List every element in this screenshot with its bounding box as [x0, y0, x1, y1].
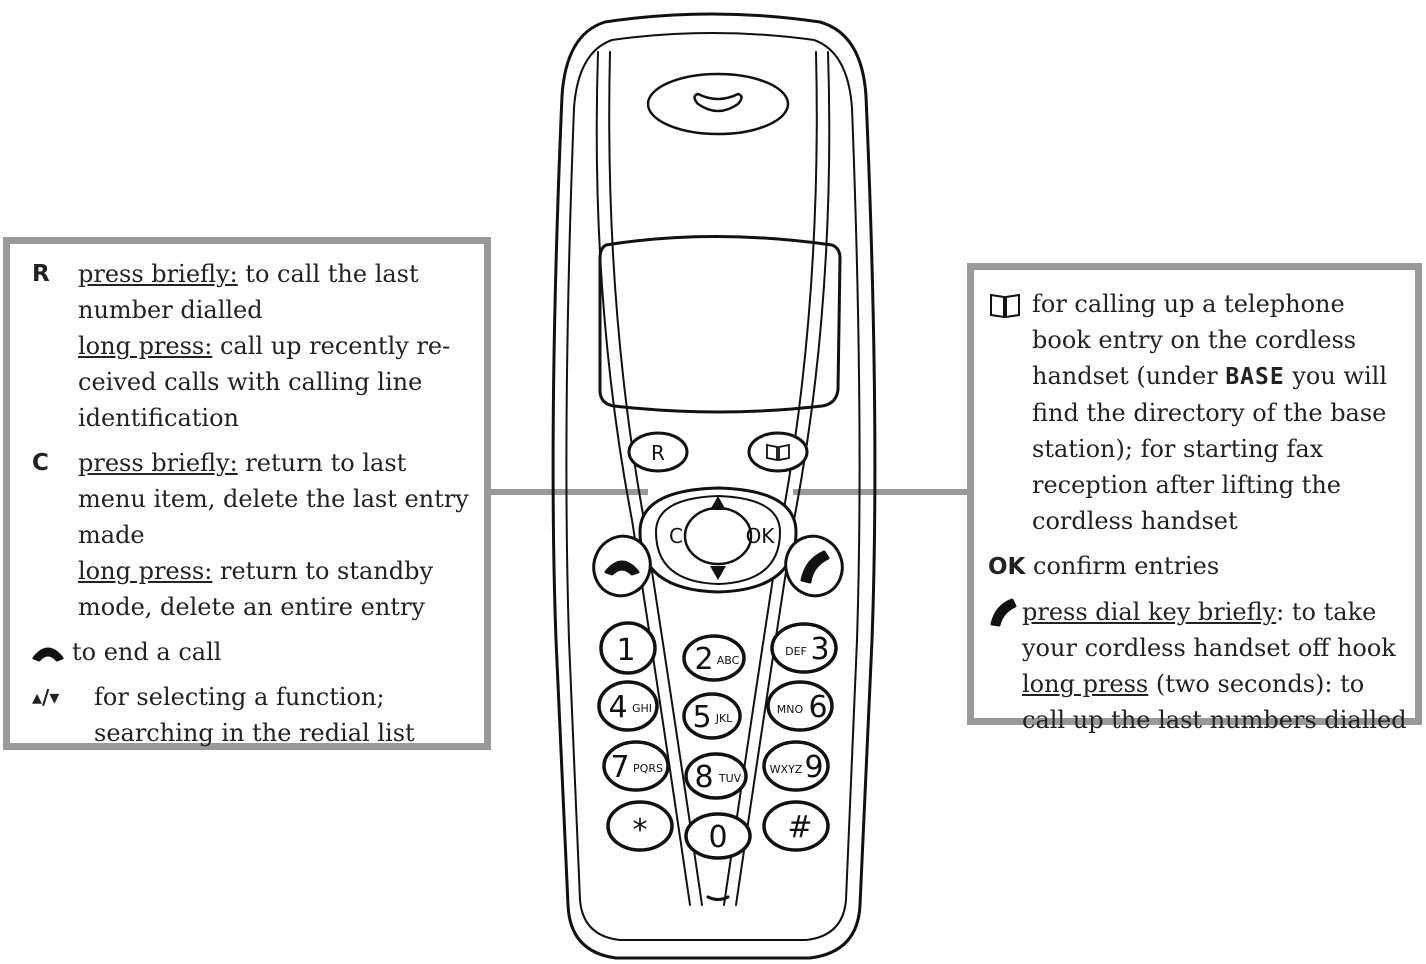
- key-4-letters: GHI: [631, 702, 653, 715]
- book-key-entry: [988, 286, 1407, 539]
- arrows-text: for selecting a function; searching in the redial list: [94, 683, 415, 747]
- key-8-digit: 8: [694, 760, 714, 795]
- key-3-digit: 3: [810, 632, 830, 667]
- book-text-before: for calling up a telephone book entry on the cordless handset (under: [1032, 290, 1357, 390]
- dial-key-entry: [988, 594, 1407, 738]
- key-3[interactable]: [772, 624, 836, 672]
- book-icon: [988, 286, 1030, 322]
- key-2-letters: ABC: [716, 654, 740, 667]
- key-star[interactable]: [608, 802, 672, 850]
- end-call-text: to end a call: [72, 638, 222, 666]
- dial-brief-label: press dial key briefly: [1022, 598, 1277, 626]
- key-0-digit: 0: [708, 820, 728, 855]
- book-text-after: you will find the directory of the base station); for starting fax reception after lifting the cordless handset: [1032, 362, 1388, 535]
- up-down-arrows-symbol: ▴/▾: [32, 685, 60, 709]
- book-key[interactable]: [749, 433, 807, 471]
- r-long-label: long press:: [78, 332, 213, 360]
- dial-long-text: (two seconds): to call up the last numbers dialled: [1022, 670, 1407, 734]
- key-9-digit: 9: [804, 750, 824, 785]
- ok-symbol: OK: [988, 554, 1026, 580]
- r-key-label: R: [651, 441, 665, 465]
- base-lcd-word: BASE: [1225, 364, 1285, 390]
- c-brief-text: return to last menu item, delete the last entry made: [78, 449, 469, 549]
- ok-text: confirm entries: [1025, 552, 1220, 580]
- r-key[interactable]: [629, 433, 687, 471]
- key-1-digit: 1: [616, 633, 636, 668]
- ok-key-label[interactable]: OK: [745, 524, 775, 548]
- r-brief-text: to call the last number dialled: [78, 260, 419, 324]
- microphone: [708, 897, 728, 900]
- dial-key-icon: [988, 594, 1030, 630]
- key-2-digit: 2: [694, 642, 714, 677]
- display-screen: [600, 237, 840, 413]
- r-symbol: R: [32, 261, 50, 287]
- key-3-letters: DEF: [785, 645, 807, 658]
- key-6-letters: MNO: [776, 703, 804, 716]
- right-callout-box: [967, 263, 1422, 734]
- r-brief-label: press briefly:: [78, 260, 238, 288]
- r-key-entry: [32, 256, 470, 436]
- key-5-digit: 5: [692, 700, 712, 735]
- c-long-text: return to standby mode, delete an entire entry: [78, 557, 434, 621]
- key-9[interactable]: [764, 742, 828, 790]
- key-4[interactable]: [599, 682, 657, 730]
- ok-key-entry: [988, 548, 1407, 585]
- key-8[interactable]: [686, 754, 746, 798]
- key-hash[interactable]: [764, 802, 828, 850]
- c-key-entry: [32, 445, 470, 625]
- end-call-entry: [32, 634, 470, 670]
- key-hash-symbol: #: [787, 810, 813, 845]
- key-6-digit: 6: [808, 690, 828, 725]
- earpiece: [648, 74, 788, 134]
- key-7[interactable]: [604, 742, 668, 790]
- left-callout-box: [3, 237, 491, 750]
- key-9-letters: WXYZ: [769, 763, 803, 776]
- hang-up-icon: [32, 634, 74, 670]
- key-1[interactable]: [601, 623, 655, 673]
- c-symbol: C: [32, 450, 49, 476]
- dial-long-label: long press: [1022, 670, 1149, 698]
- key-5-letters: JKL: [715, 712, 733, 725]
- key-2[interactable]: [684, 636, 744, 680]
- key-7-letters: PQRS: [633, 762, 663, 775]
- key-5[interactable]: [684, 694, 740, 738]
- key-8-letters: TUV: [718, 772, 742, 785]
- r-long-text: call up recently re-ceived calls with calling line identification: [78, 332, 451, 432]
- key-6[interactable]: [768, 682, 832, 730]
- c-brief-label: press briefly:: [78, 449, 238, 477]
- c-long-label: long press:: [78, 557, 213, 585]
- key-star-symbol: *: [632, 813, 648, 848]
- key-0[interactable]: [686, 814, 750, 858]
- arrows-entry: [32, 679, 470, 751]
- key-7-digit: 7: [610, 750, 630, 785]
- key-4-digit: 4: [608, 690, 628, 725]
- dial-brief-text: : to take your cordless handset off hook: [1022, 598, 1396, 662]
- c-key-label[interactable]: C: [669, 524, 683, 548]
- navigation-key[interactable]: [640, 488, 796, 592]
